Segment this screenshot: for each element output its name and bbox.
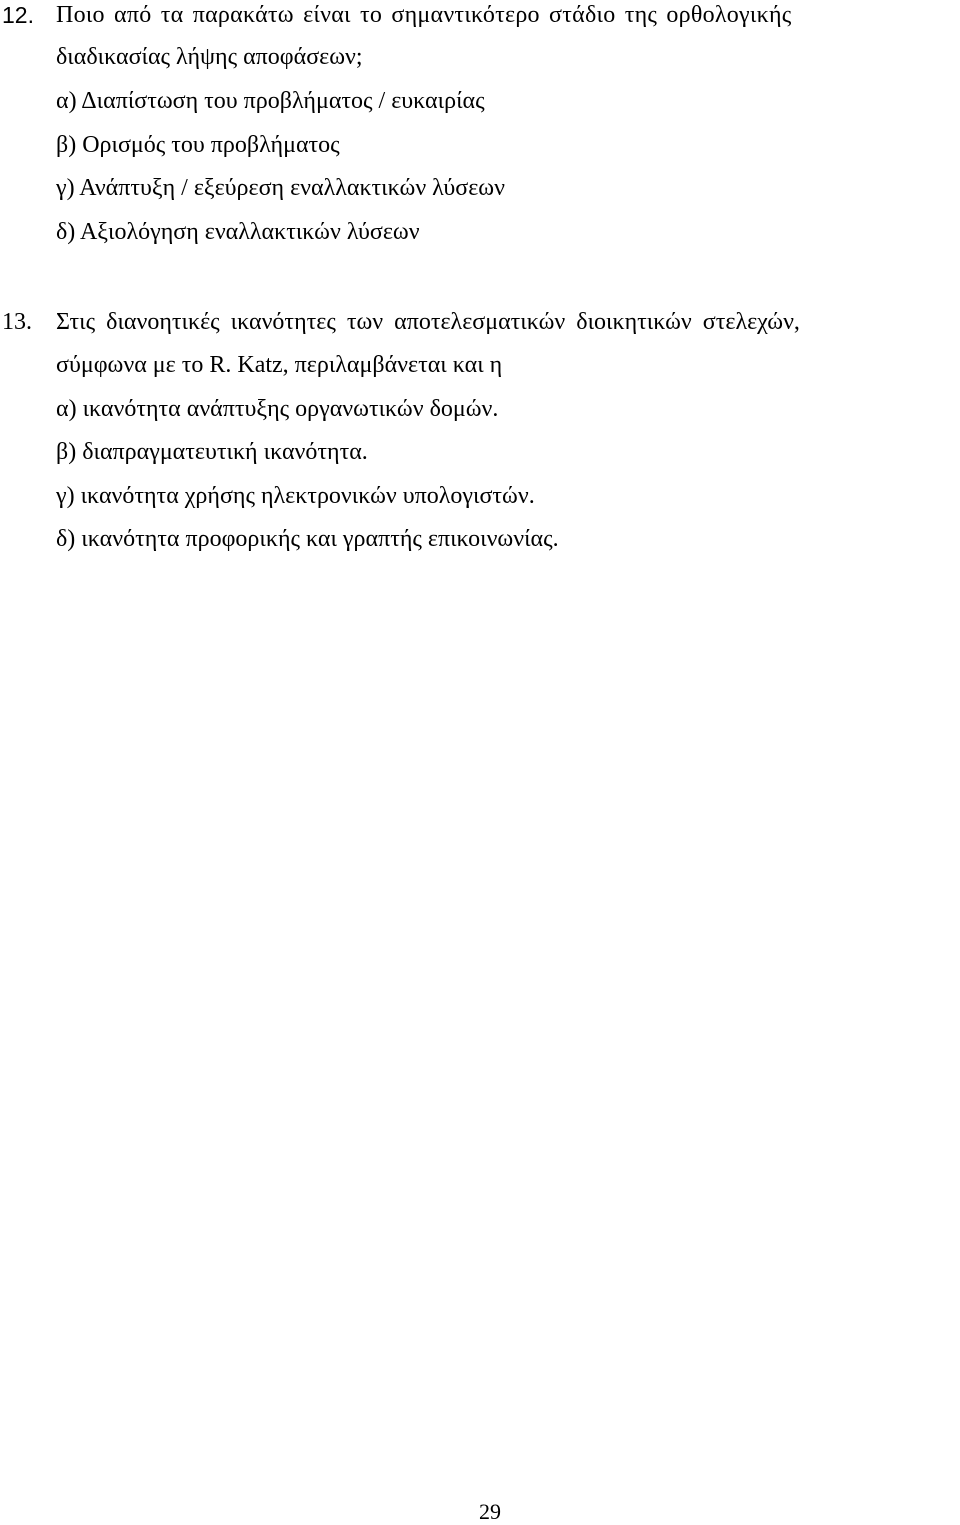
- answer-option: α) Διαπίστωση του προβλήματος / ευκαιρίας: [56, 88, 485, 114]
- question-stem-line-1: [56, 0, 960, 30]
- question-number: 13.: [2, 309, 32, 335]
- question-stem-line-2: σύμφωνα με το R. Katz, περιλαμβάνεται και η: [56, 352, 503, 378]
- answer-option: γ) Ανάπτυξη / εξεύρεση εναλλακτικών λύσεων: [56, 175, 505, 201]
- answer-option: β) διαπραγματευτική ικανότητα.: [56, 439, 368, 465]
- answer-option: δ) Αξιολόγηση εναλλακτικών λύσεων: [56, 219, 420, 245]
- answer-option: δ) ικανότητα προφορικής και γραπτής επικοινωνίας.: [56, 526, 559, 552]
- answer-option: α) ικανότητα ανάπτυξης οργανωτικών δομών.: [56, 396, 499, 422]
- question-number: 12.: [2, 2, 34, 28]
- question-stem-line-2: διαδικασίας λήψης αποφάσεων;: [56, 44, 363, 70]
- answer-option: γ) ικανότητα χρήσης ηλεκτρονικών υπολογιστών.: [56, 483, 535, 509]
- page-number: 29: [479, 1499, 501, 1524]
- question-stem-text: Ποιο από τα παρακάτω είναι το σημαντικότερο στάδιο της ορθολογικής: [56, 2, 792, 28]
- question-stem-text: Στις διανοητικές ικανότητες των αποτελεσματικών διοικητικών στελεχών,: [56, 309, 800, 335]
- answer-option: β) Ορισμός του προβλήματος: [56, 132, 340, 158]
- question-stem-line-1: [56, 307, 960, 337]
